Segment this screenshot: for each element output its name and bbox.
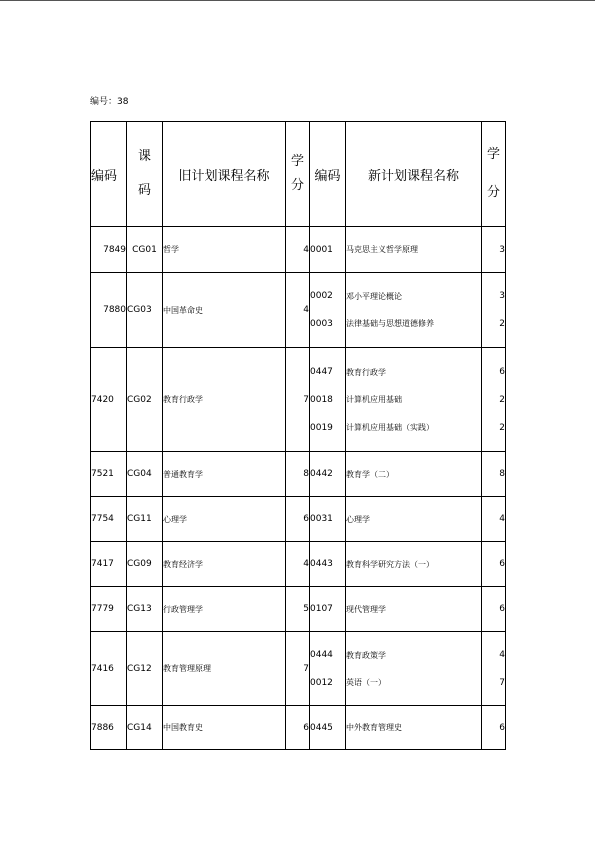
new-credit-cell — [482, 273, 506, 348]
old-course-name: 中国教育史 — [163, 706, 286, 750]
old-course-name: 心理学 — [163, 497, 286, 542]
new-credit: 8 — [482, 452, 506, 497]
old-code: 7880 — [91, 273, 127, 348]
new-code: 0019 — [310, 422, 333, 433]
new-code: 0001 — [310, 227, 346, 273]
new-code-cell — [310, 632, 346, 706]
old-course-name: 普通教育学 — [163, 452, 286, 497]
course-code: CG01 — [127, 227, 163, 273]
old-code: 7754 — [91, 497, 127, 542]
new-credit: 3 — [482, 227, 506, 273]
old-code: 7521 — [91, 452, 127, 497]
old-course-name: 教育经济学 — [163, 542, 286, 587]
old-code: 7886 — [91, 706, 127, 750]
header-new-credit-2: 分 — [486, 185, 500, 200]
new-credit: 3 — [499, 291, 505, 301]
old-course-name: 教育行政学 — [163, 348, 286, 452]
new-course-name-cell — [346, 632, 482, 706]
new-credit: 7 — [499, 677, 505, 688]
new-code: 0442 — [310, 452, 346, 497]
old-code: 7420 — [91, 348, 127, 452]
course-code: CG14 — [127, 706, 163, 750]
header-old-name: 旧计划课程名称 — [163, 122, 286, 227]
course-code: CG12 — [127, 632, 163, 706]
new-credit: 4 — [499, 649, 505, 660]
document-number: 编号：38 — [90, 97, 129, 107]
new-course-name-cell — [346, 273, 482, 348]
new-course-name: 邓小平理论概论 — [346, 292, 402, 301]
new-credit: 6 — [499, 366, 505, 377]
new-credit: 2 — [499, 319, 505, 329]
new-code: 0444 — [310, 649, 333, 660]
new-credit: 2 — [499, 422, 505, 433]
new-code: 0107 — [310, 587, 346, 632]
new-course-name: 中外教育管理史 — [346, 706, 482, 750]
new-course-name: 教育行政学 — [346, 367, 386, 377]
table-row — [91, 273, 506, 348]
new-course-name: 教育科学研究方法（一） — [346, 542, 482, 587]
new-code: 0002 — [310, 291, 333, 301]
new-code: 0018 — [310, 394, 333, 405]
header-course-code — [127, 122, 163, 227]
old-credit: 5 — [286, 587, 310, 632]
old-course-name: 教育管理原理 — [163, 632, 286, 706]
old-code: 7417 — [91, 542, 127, 587]
table-row — [91, 542, 506, 587]
old-credit: 4 — [286, 227, 310, 273]
new-course-name-cell — [346, 348, 482, 452]
header-course-code-1: 课 — [137, 149, 151, 164]
table-row — [91, 497, 506, 542]
new-code: 0012 — [310, 677, 333, 688]
new-credit: 6 — [482, 587, 506, 632]
new-course-name: 法律基础与思想道德修养 — [346, 319, 434, 328]
new-code: 0447 — [310, 366, 333, 377]
old-credit: 6 — [286, 497, 310, 542]
new-course-name: 计算机应用基础 — [346, 395, 402, 404]
header-old-credit-2: 分 — [290, 178, 304, 193]
old-credit: 7 — [286, 348, 310, 452]
header-new-code: 编码 — [310, 122, 346, 227]
old-credit: 4 — [286, 273, 310, 348]
old-credit: 4 — [286, 542, 310, 587]
table-row — [91, 348, 506, 452]
old-course-name: 中国革命史 — [163, 273, 286, 348]
old-course-name: 行政管理学 — [163, 587, 286, 632]
new-course-name: 心理学 — [346, 497, 482, 542]
header-old-credit — [286, 122, 310, 227]
header-new-name: 新计划课程名称 — [346, 122, 482, 227]
course-mapping-table — [90, 121, 506, 750]
top-rule — [0, 0, 595, 1]
new-course-name: 教育政策学 — [346, 650, 386, 660]
new-credit: 6 — [482, 706, 506, 750]
old-credit: 7 — [286, 632, 310, 706]
new-credit: 4 — [482, 497, 506, 542]
old-code: 7416 — [91, 632, 127, 706]
new-credit: 6 — [482, 542, 506, 587]
new-credit-cell — [482, 632, 506, 706]
new-course-name: 现代管理学 — [346, 587, 482, 632]
new-code: 0445 — [310, 706, 346, 750]
table-row — [91, 587, 506, 632]
course-code: CG02 — [127, 348, 163, 452]
new-credit-cell — [482, 348, 506, 452]
header-course-code-2: 码 — [137, 183, 151, 198]
course-code: CG03 — [127, 273, 163, 348]
table-row — [91, 632, 506, 706]
course-code: CG13 — [127, 587, 163, 632]
new-credit: 2 — [499, 394, 505, 405]
new-course-name: 英语（一） — [346, 677, 386, 687]
old-code: 7779 — [91, 587, 127, 632]
header-old-credit-1: 学 — [290, 154, 304, 169]
table-row — [91, 706, 506, 750]
old-credit: 8 — [286, 452, 310, 497]
new-course-name: 教育学（二） — [346, 452, 482, 497]
old-code: 7849 — [91, 227, 127, 273]
new-code: 0443 — [310, 542, 346, 587]
header-new-credit — [482, 122, 506, 227]
table-row — [91, 227, 506, 273]
new-course-name: 马克思主义哲学原理 — [346, 227, 482, 273]
old-course-name: 哲学 — [163, 227, 286, 273]
new-code: 0003 — [310, 319, 333, 329]
new-code-cell — [310, 273, 346, 348]
table-row — [91, 452, 506, 497]
course-code: CG09 — [127, 542, 163, 587]
header-row — [91, 122, 506, 227]
course-code: CG11 — [127, 497, 163, 542]
old-credit: 6 — [286, 706, 310, 750]
header-new-credit-1: 学 — [486, 147, 500, 162]
new-course-name: 计算机应用基础（实践） — [346, 422, 434, 432]
header-code: 编码 — [91, 122, 127, 227]
new-code: 0031 — [310, 497, 346, 542]
course-code: CG04 — [127, 452, 163, 497]
new-code-cell — [310, 348, 346, 452]
